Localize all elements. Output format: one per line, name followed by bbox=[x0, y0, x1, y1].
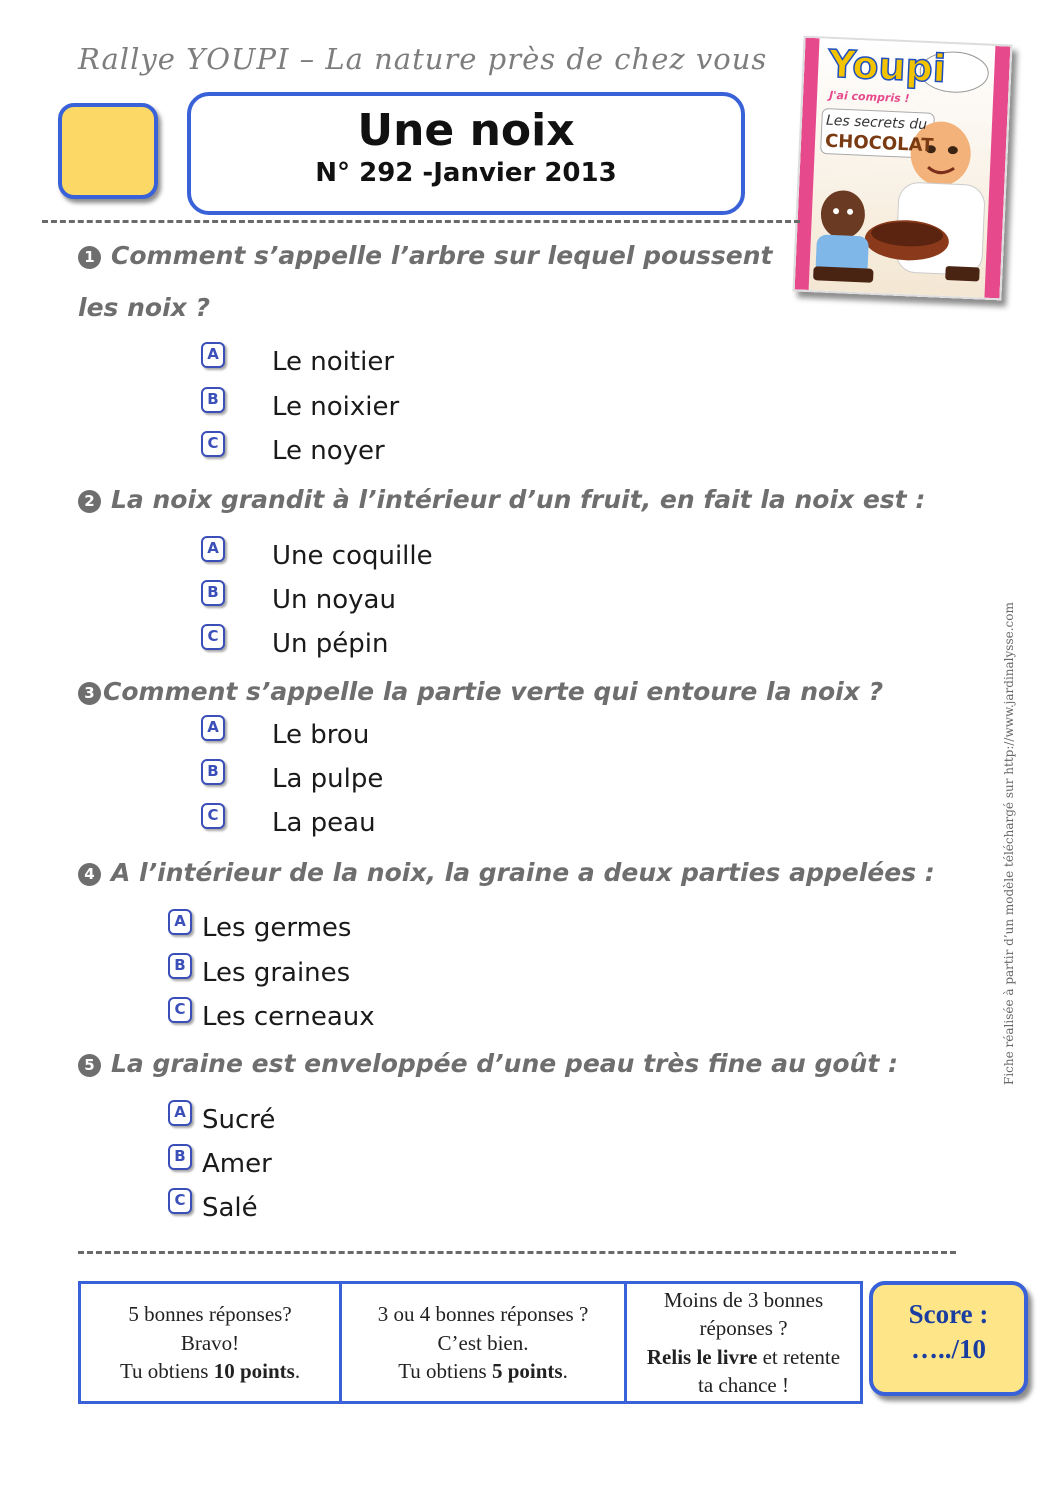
answer-badge[interactable]: C bbox=[201, 624, 225, 650]
answer-badge[interactable]: C bbox=[201, 803, 225, 829]
answer-option: Le noitier bbox=[272, 347, 395, 377]
answer-option: Les cerneaux bbox=[202, 1002, 375, 1032]
cover-headline-1: Les secrets du bbox=[825, 112, 928, 134]
top-divider bbox=[42, 220, 800, 223]
question-number: 1 bbox=[78, 246, 101, 269]
question-number: 2 bbox=[78, 490, 101, 513]
answer-option: La pulpe bbox=[272, 764, 384, 794]
question-text: Comment s’appelle l’arbre sur lequel poussent bbox=[111, 241, 773, 270]
answer-badge[interactable]: A bbox=[201, 715, 225, 741]
question-number: 3 bbox=[78, 682, 101, 705]
answer-badge[interactable]: B bbox=[168, 953, 192, 979]
answer-badge[interactable]: A bbox=[168, 1100, 192, 1126]
answer-option: La peau bbox=[272, 808, 376, 838]
question-text: A l’intérieur de la noix, la graine a deux parties appelées : bbox=[111, 858, 935, 887]
answer-option: Amer bbox=[202, 1149, 272, 1179]
answer-option: Sucré bbox=[202, 1105, 276, 1135]
answer-option: Le noyer bbox=[272, 436, 385, 466]
question-5 bbox=[78, 1049, 898, 1078]
magazine-cover bbox=[793, 36, 1013, 301]
question-text: La graine est enveloppée d’une peau très fine au goût : bbox=[111, 1049, 898, 1078]
header-line: Rallye YOUPI – La nature près de chez vous bbox=[78, 42, 768, 76]
answer-badge[interactable]: B bbox=[201, 580, 225, 606]
question-text: Comment s’appelle la partie verte qui entoure la noix ? bbox=[103, 677, 884, 706]
question-text: La noix grandit à l’intérieur d’un fruit, en fait la noix est : bbox=[111, 485, 926, 514]
answer-badge[interactable]: B bbox=[201, 387, 225, 413]
scoring-cell: 3 ou 4 bonnes réponses ? C’est bien. Tu obtiens 5 points. bbox=[341, 1283, 626, 1403]
answer-option: Les germes bbox=[202, 913, 352, 943]
score-box bbox=[869, 1281, 1028, 1396]
color-square bbox=[58, 103, 158, 199]
answer-option: Un pépin bbox=[272, 629, 389, 659]
cover-tagline: J'ai compris ! bbox=[828, 88, 910, 106]
cover-headline-2: CHOCOLAT bbox=[824, 130, 934, 157]
answer-badge[interactable]: C bbox=[168, 997, 192, 1023]
answer-badge[interactable]: A bbox=[201, 342, 225, 368]
bottom-divider bbox=[78, 1251, 956, 1254]
question-1 bbox=[78, 241, 772, 270]
answer-badge[interactable]: B bbox=[168, 1144, 192, 1170]
page-title: Une noix bbox=[357, 105, 575, 156]
question-3 bbox=[78, 677, 883, 706]
answer-option: Les graines bbox=[202, 958, 351, 988]
scoring-table bbox=[78, 1281, 863, 1404]
question-1-continued: les noix ? bbox=[78, 293, 210, 322]
score-label: Score : bbox=[908, 1299, 989, 1329]
answer-badge[interactable]: A bbox=[201, 536, 225, 562]
question-number: 5 bbox=[78, 1054, 101, 1077]
side-credit: Fiche réalisée à partir d’un modèle téléchargé sur http://www.jardinalysse.com bbox=[1002, 602, 1016, 1085]
answer-option: Une coquille bbox=[272, 541, 433, 571]
score-value[interactable]: …../10 bbox=[910, 1334, 986, 1364]
answer-badge[interactable]: B bbox=[201, 759, 225, 785]
answer-option: Le noixier bbox=[272, 392, 400, 422]
answer-badge[interactable]: A bbox=[168, 909, 192, 935]
scoring-cell: 5 bonnes réponses? Bravo! Tu obtiens 10 points. bbox=[80, 1283, 341, 1403]
cover-brand: Youpi bbox=[827, 41, 947, 91]
answer-badge[interactable]: C bbox=[201, 431, 225, 457]
title-box bbox=[187, 92, 745, 215]
answer-option: Un noyau bbox=[272, 585, 396, 615]
answer-option: Salé bbox=[202, 1193, 258, 1223]
question-4 bbox=[78, 858, 935, 887]
scoring-cell: Moins de 3 bonnes réponses ? Relis le livre et retente ta chance ! bbox=[626, 1283, 862, 1403]
issue-label: N° 292 -Janvier 2013 bbox=[315, 158, 617, 189]
answer-badge[interactable]: C bbox=[168, 1188, 192, 1214]
question-2 bbox=[78, 485, 925, 514]
question-number: 4 bbox=[78, 863, 101, 886]
answer-option: Le brou bbox=[272, 720, 370, 750]
